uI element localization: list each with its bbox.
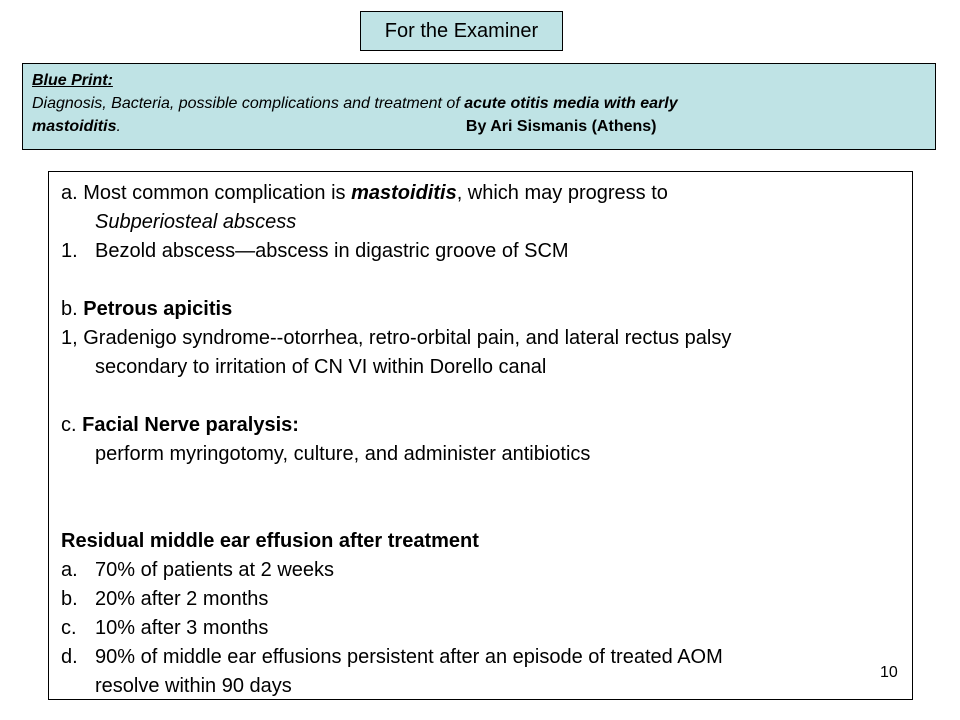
blueprint-line-2-period: . xyxy=(116,118,121,135)
residual-item-c xyxy=(61,614,900,643)
section-b-line-2: secondary to irritation of CN VI within Dorello canal xyxy=(95,356,547,378)
section-a-item-1-text: Bezold abscess—abscess in digastric groove of SCM xyxy=(95,240,569,262)
content-box xyxy=(48,171,913,700)
section-c-heading xyxy=(61,411,900,440)
residual-item-d-text: 90% of middle ear effusions persistent after an episode of treated AOM xyxy=(95,646,723,668)
section-a-item-1 xyxy=(61,237,900,266)
blueprint-line-2-bold: mastoiditis xyxy=(32,118,117,135)
blueprint-box xyxy=(22,63,936,150)
residual-item-d xyxy=(61,643,900,672)
blueprint-title: Blue Print: xyxy=(32,72,113,89)
residual-item-d-continued: resolve within 90 days xyxy=(95,675,292,697)
section-a-line-2: Subperiosteal abscess xyxy=(95,211,297,233)
section-c-line-1: perform myringotomy, culture, and administer antibiotics xyxy=(95,443,591,465)
section-c-prefix: c. xyxy=(61,414,83,436)
section-a-line-1 xyxy=(61,179,900,208)
blueprint-line-1-regular: Diagnosis, Bacteria, possible complications and treatment of xyxy=(32,95,465,112)
blueprint-author: By Ari Sismanis (Athens) xyxy=(465,118,657,135)
section-b-prefix: b. xyxy=(61,298,84,320)
residual-item-a-text: 70% of patients at 2 weeks xyxy=(95,559,335,581)
residual-item-a-label: a. xyxy=(61,559,78,581)
examiner-label: For the Examiner xyxy=(360,11,563,51)
blueprint-line-2 xyxy=(32,115,926,138)
section-a-term: mastoiditis xyxy=(351,182,457,204)
residual-heading: Residual middle ear effusion after treatment xyxy=(61,530,479,552)
residual-item-b xyxy=(61,585,900,614)
residual-item-c-label: c. xyxy=(61,617,77,639)
section-a-suffix: , which may progress to xyxy=(456,182,668,204)
blueprint-line-1-bold: acute otitis media with early xyxy=(464,95,678,112)
section-a-item-1-num: 1. xyxy=(61,240,78,262)
residual-item-b-label: b. xyxy=(61,588,78,610)
section-a-prefix: a. Most common complication is xyxy=(61,182,352,204)
section-b-heading xyxy=(61,295,900,324)
page-number: 10 xyxy=(880,664,898,681)
residual-item-a xyxy=(61,556,900,585)
section-c-term: Facial Nerve paralysis: xyxy=(82,414,299,436)
section-b-term: Petrous apicitis xyxy=(83,298,233,320)
blueprint-line-1 xyxy=(32,92,926,115)
residual-item-b-text: 20% after 2 months xyxy=(95,588,269,610)
section-b-line-1: 1, Gradenigo syndrome--otorrhea, retro-orbital pain, and lateral rectus palsy xyxy=(61,327,732,349)
residual-item-c-text: 10% after 3 months xyxy=(95,617,269,639)
residual-item-d-label: d. xyxy=(61,646,78,668)
